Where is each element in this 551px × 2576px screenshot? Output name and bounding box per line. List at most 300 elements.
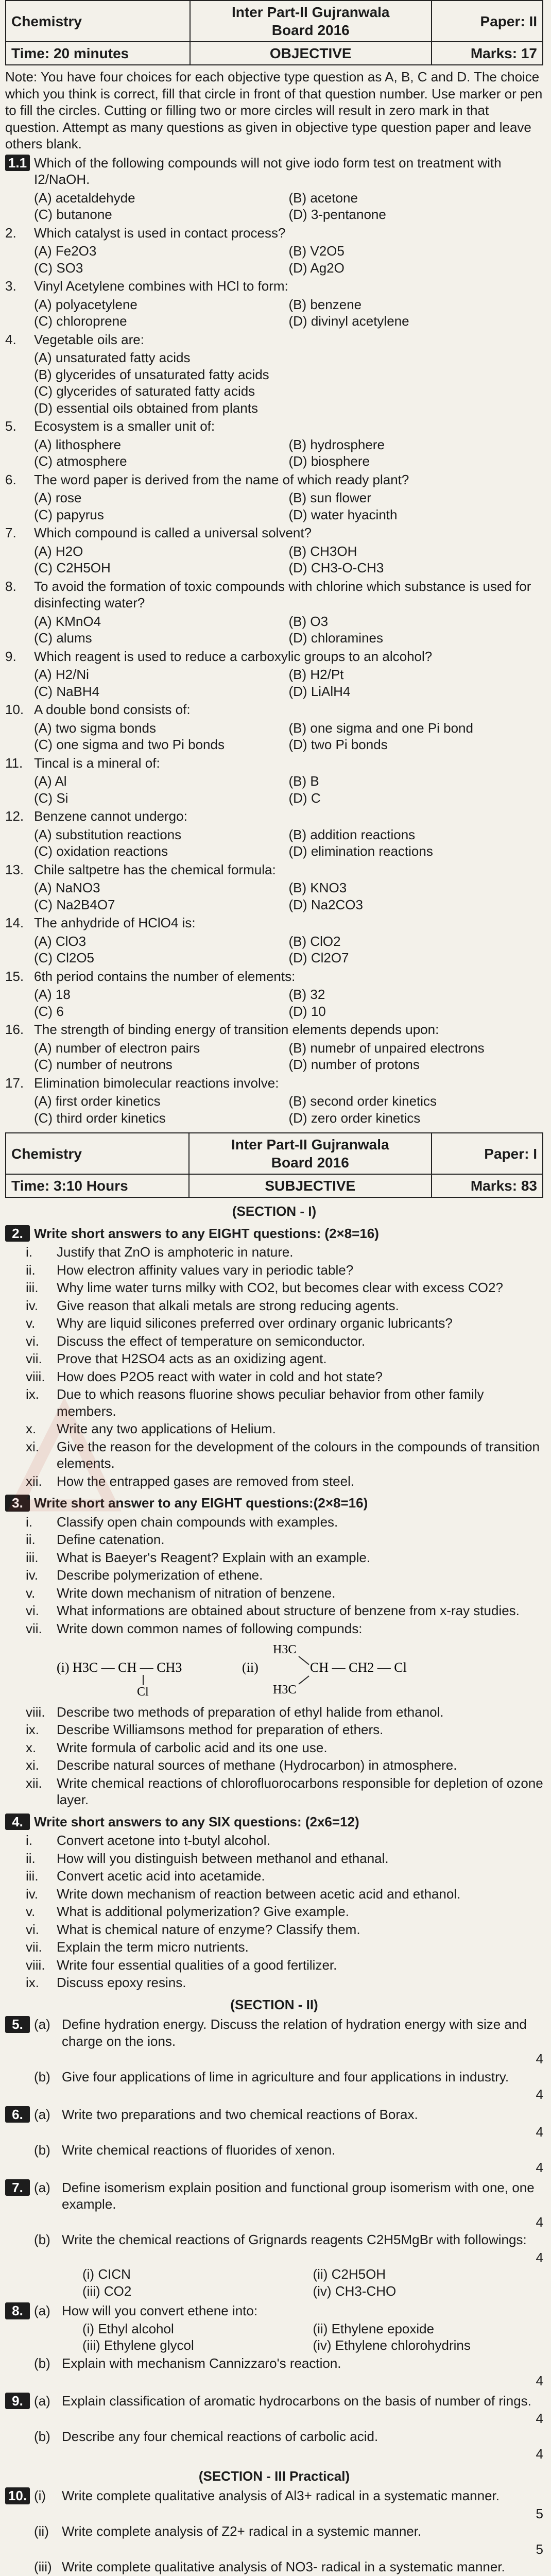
short-question-item (5, 1939, 543, 1956)
mcq-option: (D) CH3-O-CH3 (288, 560, 384, 575)
item-text: Write down common names of following compunds: (57, 1620, 363, 1636)
mcq-text: Elimination bimolecular reactions involve: (34, 1075, 279, 1091)
instructions-note: Note: You have four choices for each objective type question as A, B, C and D. The choice which you think is correct, fill that circle in front of that question number. Use marker or pen to fill the circles. Cutting or filling two or more circles will result in zero mark in that question. Attempt as many questions as given in objective type question paper and leave others blank. (5, 69, 543, 151)
mcq-options (34, 1040, 543, 1073)
mcq-option: (B) CH3OH (288, 543, 357, 559)
item-number: ix. (26, 1975, 39, 1990)
mcq-option: (C) butanone (34, 207, 112, 222)
marks-cell-2: Marks: 83 (432, 1174, 543, 1197)
mcq-option: (C) C2H5OH (34, 560, 111, 575)
item-text: Justify that ZnO is amphoteric in nature. (57, 1244, 294, 1260)
subject-cell-2: Chemistry (6, 1133, 189, 1174)
formula-b-bottom: H3C (273, 1683, 297, 1697)
mcq-option: (C) 6 (34, 1003, 64, 1019)
short-question-item (5, 1333, 543, 1350)
item-number: v. (26, 1315, 36, 1331)
short-question-item (5, 1350, 543, 1367)
mcq-option: (B) V2O5 (288, 243, 345, 259)
mcq-option: (A) H2O (34, 543, 83, 559)
short-question-item (5, 1974, 543, 1991)
mcq-option: (A) KMnO4 (34, 613, 101, 629)
mcq-option: (D) elimination reactions (288, 843, 433, 859)
objective-header (5, 0, 543, 65)
part-text: Define hydration energy. Discuss the relation of hydration energy with size and charge on the ions. (62, 2016, 527, 2049)
mcq-option: (D) Ag2O (288, 260, 345, 276)
item-number: ii. (26, 1262, 36, 1278)
short-question-item (5, 1567, 543, 1584)
question-number: 10. (5, 2487, 30, 2504)
item-number: xii. (26, 1473, 42, 1489)
mcq-option: (C) glycerides of saturated fatty acids (34, 383, 255, 399)
mcq-option: (A) two sigma bonds (34, 720, 156, 736)
question-number: 6. (5, 2106, 30, 2123)
mcq-options (34, 933, 543, 967)
item-text: Convert acetone into t-butyl alcohol. (57, 1833, 270, 1848)
short-question-item (5, 1850, 543, 1867)
mcq-list (5, 155, 543, 1127)
mcq-question (5, 914, 543, 931)
mcq-option: (C) chloroprene (34, 313, 127, 329)
mcq-number: 5. (5, 418, 16, 434)
part-text: How will you convert ethene into: (62, 2303, 258, 2318)
mcq-text: A double bond consists of: (34, 702, 191, 717)
item-number: viii. (26, 1704, 45, 1720)
mcq-text: Benzene cannot undergo: (34, 808, 187, 824)
question-title-text: Write short answers to any EIGHT questions: (2×8=16) (34, 1225, 379, 1241)
short-question-item (5, 1620, 543, 1637)
subjective-header (5, 1132, 543, 1198)
short-question-item (5, 1957, 543, 1974)
item-number: x. (26, 1421, 37, 1436)
mcq-option: (B) glycerides of unsaturated fatty acids (34, 366, 269, 382)
structural-formulas (57, 1640, 543, 1701)
item-number: ix. (26, 1722, 39, 1737)
mcq-option: (D) essential oils obtained from plants (34, 400, 258, 416)
mcq-option: (D) divinyl acetylene (288, 313, 409, 329)
item-number: xii. (26, 1775, 42, 1791)
part-letter: (a) (34, 2303, 50, 2318)
item-text: Give reason that alkali metals are strong reducing agents. (57, 1297, 399, 1313)
short-question-item (5, 1279, 543, 1296)
long-question (5, 2302, 543, 2389)
item-text: Give the reason for the development of the colours in the compounds of transition elements. (57, 1438, 540, 1471)
part-letter: (i) (34, 2488, 46, 2503)
item-number: iii. (26, 1868, 39, 1884)
item-text: What informations are obtained about structure of benzene from x-ray studies. (57, 1603, 520, 1618)
item-text: Write four essential qualities of a good fertilizer. (57, 1957, 337, 1973)
part-letter: (a) (34, 2016, 50, 2032)
item-text: Why are liquid silicones preferred over ordinary organic lubricants? (57, 1315, 453, 1331)
item-number: ii. (26, 1532, 36, 1547)
mcq-option: (C) number of neutrons (34, 1057, 173, 1072)
short-question-item (5, 1739, 543, 1756)
mcq-options (34, 879, 543, 913)
item-text: How will you distinguish between methanol and ethanal. (57, 1850, 389, 1866)
part-marks: 5 (536, 2541, 543, 2557)
item-text: What is Baeyer's Reagent? Explain with an example. (57, 1549, 371, 1565)
mcq-option: (D) two Pi bonds (288, 737, 388, 752)
item-number: i. (26, 1833, 32, 1848)
item-number: x. (26, 1739, 37, 1755)
short-question-item (5, 1868, 543, 1885)
mcq-number: 16. (5, 1022, 24, 1037)
item-text: Classify open chain compounds with examples. (57, 1514, 338, 1530)
mcq-text: 6th period contains the number of elements: (34, 968, 296, 984)
item-number: vi. (26, 1333, 39, 1349)
mcq-number: 6. (5, 471, 16, 487)
mcq-options (34, 986, 543, 1020)
question-title-text: Write short answers to any SIX questions: (2x6=12) (34, 1814, 359, 1829)
formula-b-top: H3C (273, 1643, 297, 1656)
item-text: Describe Williamsons method for preparation of ethers. (57, 1722, 384, 1737)
long-question-part (5, 2302, 543, 2319)
mcq-number: 8. (5, 578, 16, 594)
mcq-option: (A) rose (34, 490, 82, 505)
item-text: Due to which reasons fluorine shows peculiar behavior from other family members. (57, 1386, 484, 1419)
suboption: (iii) CO2 (82, 2283, 132, 2299)
part-text: Write the chemical reactions of Grignards reagents C2H5MgBr with followings: (62, 2232, 527, 2247)
part-letter: (ii) (34, 2523, 49, 2539)
mcq-option: (B) addition reactions (288, 826, 416, 842)
mcq-question (5, 155, 543, 188)
short-question-item (5, 1549, 543, 1566)
mcq-question (5, 648, 543, 665)
long-question-suboptions (82, 2266, 543, 2299)
item-number: iv. (26, 1886, 39, 1902)
mcq-options (34, 773, 543, 806)
mcq-text: To avoid the formation of toxic compounds with chlorine which substance is used for disinfecting water? (34, 578, 531, 611)
formula-b-label: (ii) (242, 1660, 259, 1675)
question-3-items-after (5, 1704, 543, 1808)
item-number: xi. (26, 1438, 39, 1454)
mcq-option: (C) NaBH4 (34, 683, 100, 699)
mcq-number: 15. (5, 968, 24, 984)
mcq-text: The anhydride of HClO4 is: (34, 915, 196, 930)
mcq-option: (A) Fe2O3 (34, 243, 97, 259)
long-question-part (5, 2142, 543, 2159)
mcq-options (34, 243, 543, 276)
mcq-option: (A) first order kinetics (34, 1093, 161, 1109)
short-question-item (5, 1585, 543, 1602)
item-text: Write down mechanism of reaction between acetic acid and ethanol. (57, 1886, 461, 1902)
short-question-item (5, 1244, 543, 1261)
mcq-text: The strength of binding energy of transition elements depends upon: (34, 1022, 439, 1037)
item-text: Prove that H2SO4 acts as an oxidizing agent. (57, 1351, 327, 1366)
item-text: What is chemical nature of enzyme? Classify them. (57, 1921, 360, 1937)
question-2-title (5, 1225, 543, 1242)
mcq-option: (C) atmosphere (34, 453, 127, 469)
board-line1: Inter Part-II Gujranwala (231, 4, 390, 20)
formula-a: (i) H3C — CH — CH3 (57, 1660, 182, 1675)
item-text: Write formula of carbolic acid and its one use. (57, 1739, 328, 1755)
item-number: xi. (26, 1757, 39, 1773)
formula-b-bond-top (299, 1656, 309, 1665)
item-text: Discuss the effect of temperature on semiconductor. (57, 1333, 366, 1349)
mcq-option: (D) C (288, 790, 321, 806)
item-text: Describe two methods of preparation of ethyl halide from ethanol. (57, 1704, 444, 1720)
long-question-part (5, 2016, 543, 2049)
part-letter: (b) (34, 2069, 50, 2084)
mcq-option: (D) chloramines (288, 630, 383, 646)
part-letter: (a) (34, 2179, 50, 2195)
mcq-question (5, 861, 543, 878)
part-marks: 4 (536, 2160, 543, 2175)
long-question-part (5, 2069, 543, 2086)
item-number: ix. (26, 1386, 39, 1402)
mcq-option: (D) number of protons (288, 1057, 420, 1072)
short-question-item (5, 1297, 543, 1314)
part-marks: 4 (536, 2124, 543, 2140)
item-number: vi. (26, 1603, 39, 1618)
section-3-title: (SECTION - III Practical) (198, 2468, 350, 2484)
mcq-option: (D) Na2CO3 (288, 896, 363, 912)
marks-cell: Marks: 17 (432, 42, 543, 65)
long-question-suboptions (82, 2320, 543, 2354)
mcq-text: Which reagent is used to reduce a carboxylic groups to an alcohol? (34, 648, 433, 664)
suboption: (i) CICN (82, 2266, 131, 2282)
mcq-option: (B) 32 (288, 987, 325, 1002)
mcq-option: (A) Al (34, 773, 67, 789)
mcq-text: Vegetable oils are: (34, 331, 144, 347)
mcq-option: (B) hydrosphere (288, 436, 385, 452)
long-question (5, 2179, 543, 2300)
watermark-logo (5, 1391, 124, 1525)
part-text: Write complete qualitative analysis of Al3+ radical in a systematic manner. (62, 2488, 500, 2503)
part-text: Define isomerism explain position and functional group isomerism with one, one example. (62, 2179, 535, 2212)
item-text: Convert acetic acid into acetamide. (57, 1868, 265, 1884)
mcq-option: (B) one sigma and one Pi bond (288, 720, 473, 736)
mcq-number: 9. (5, 648, 16, 664)
item-number: viii. (26, 1368, 45, 1384)
mcq-option: (B) numebr of unpaired electrons (288, 1040, 485, 1056)
section-1-title: (SECTION - I) (232, 1204, 317, 1219)
item-number: iv. (26, 1567, 39, 1583)
short-question-item (5, 1921, 543, 1938)
mcq-option: (D) Cl2O7 (288, 950, 349, 965)
part-letter: (a) (34, 2393, 50, 2409)
mcq-number: 7. (5, 525, 16, 540)
mcq-options (34, 1093, 543, 1126)
mcq-option: (B) sun flower (288, 490, 371, 505)
part-marks: 4 (536, 2051, 543, 2066)
mcq-option: (D) zero order kinetics (288, 1110, 421, 1126)
formula-b-main: CH — CH2 — Cl (310, 1660, 407, 1675)
part-letter: (b) (34, 2428, 50, 2444)
item-number: viii. (26, 1957, 45, 1973)
mcq-option: (B) KNO3 (288, 880, 347, 895)
mcq-options (34, 436, 543, 470)
part-letter: (iii) (34, 2559, 52, 2574)
item-text: Describe natural sources of methane (Hydrocarbon) in atmosphere. (57, 1757, 457, 1773)
question-number: 8. (5, 2302, 30, 2319)
long-question (5, 2393, 543, 2463)
mcq-number: 17. (5, 1075, 24, 1091)
board-line2: Board 2016 (271, 22, 350, 38)
mcq-option: (C) papyrus (34, 506, 104, 522)
short-question-item (5, 1368, 543, 1385)
item-text: Explain the term micro nutrients. (57, 1939, 249, 1955)
part-letter: (b) (34, 2232, 50, 2247)
formula-a-substituent: Cl (137, 1685, 149, 1697)
mcq-question (5, 1075, 543, 1092)
item-number: vii. (26, 1351, 42, 1366)
mcq-option: (C) one sigma and two Pi bonds (34, 737, 225, 752)
long-question-part (5, 2106, 543, 2123)
mcq-number: 3. (5, 278, 16, 294)
short-question-item (5, 1757, 543, 1774)
mcq-option: (B) O3 (288, 613, 329, 629)
long-question (5, 2106, 543, 2176)
short-question-item (5, 1602, 543, 1619)
mcq-options (34, 666, 543, 700)
question-10 (5, 2487, 543, 2576)
mcq-option: (A) ClO3 (34, 933, 87, 949)
mcq-option: (A) acetaldehyde (34, 190, 135, 206)
mcq-question (5, 1021, 543, 1038)
item-number: i. (26, 1514, 32, 1530)
part-marks: 4 (536, 2214, 543, 2230)
item-number: vii. (26, 1620, 42, 1636)
mcq-text: Chile saltpetre has the chemical formula: (34, 861, 276, 877)
paper-cell: Paper: II (432, 1, 543, 42)
suboption: (ii) C2H5OH (313, 2266, 386, 2282)
mcq-option: (C) oxidation reactions (34, 843, 168, 859)
mcq-question (5, 524, 543, 541)
mcq-options (34, 489, 543, 523)
mcq-text: Ecosystem is a smaller unit of: (34, 418, 215, 434)
long-question-part (5, 2393, 543, 2410)
part-text: Explain with mechanism Cannizzaro's reaction. (62, 2355, 341, 2371)
paper-cell-2: Paper: I (432, 1133, 543, 1174)
part-marks: 4 (536, 2249, 543, 2265)
long-question-part (5, 2428, 543, 2445)
part-letter: (b) (34, 2355, 50, 2371)
item-number: i. (26, 1244, 32, 1260)
long-question-part (5, 2487, 543, 2504)
item-number: vii. (26, 1939, 42, 1955)
mcq-option: (A) number of electron pairs (34, 1040, 200, 1056)
long-question-part (5, 2231, 543, 2248)
mcq-number: 10. (5, 702, 24, 717)
long-question-part (5, 2355, 543, 2372)
mcq-option: (A) 18 (34, 987, 71, 1002)
suboption: (iv) CH3-CHO (313, 2283, 397, 2299)
mcq-option: (A) substitution reactions (34, 826, 182, 842)
mcq-number: 11. (5, 755, 23, 771)
mcq-options (34, 190, 543, 223)
item-number: iii. (26, 1280, 39, 1295)
mcq-option: (A) polyacetylene (34, 296, 137, 312)
part-text: Give four applications of lime in agriculture and four applications in industry. (62, 2069, 509, 2084)
suboption: (iv) Ethylene chlorohydrins (313, 2337, 471, 2353)
question-4-items (5, 1832, 543, 1991)
item-text: Describe polymerization of ethene. (57, 1567, 263, 1583)
mcq-text: Tincal is a mineral of: (34, 755, 160, 771)
mcq-option: (A) unsaturated fatty acids (34, 350, 191, 365)
question-number: 9. (5, 2393, 30, 2410)
mcq-option: (D) LiAlH4 (288, 683, 351, 699)
mcq-number: 14. (5, 915, 24, 930)
mcq-option: (C) alums (34, 630, 92, 646)
time-cell: Time: 20 minutes (6, 42, 190, 65)
part-text: Describe any four chemical reactions of carbolic acid. (62, 2428, 378, 2444)
mcq-question (5, 701, 543, 718)
item-text: Discuss epoxy resins. (57, 1975, 186, 1990)
mcq-text: Which of the following compounds will not give iodo form test on treatment with I2/NaOH. (34, 155, 502, 187)
mcq-number: 13. (5, 861, 24, 877)
mcq-option: (C) third order kinetics (34, 1110, 166, 1126)
mcq-question (5, 968, 543, 985)
item-number: v. (26, 1904, 36, 1919)
suboption: (i) Ethyl alcohol (82, 2320, 174, 2336)
long-question (5, 2016, 543, 2103)
question-number: 2. (5, 1225, 30, 1242)
mcq-option: (D) 10 (288, 1003, 326, 1019)
section-2-title: (SECTION - II) (230, 1996, 318, 2012)
item-number: vi. (26, 1921, 39, 1937)
long-question-part (5, 2523, 543, 2540)
mcq-question (5, 278, 543, 295)
part-text: Write chemical reactions of fluorides of xenon. (62, 2142, 336, 2158)
mcq-question (5, 331, 543, 348)
board-line1-2: Inter Part-II Gujranwala (231, 1137, 389, 1153)
question-title-text: Write short answer to any EIGHT questions:(2×8=16) (34, 1495, 368, 1511)
short-question-item (5, 1531, 543, 1548)
mcq-options (34, 543, 543, 577)
mcq-option: (C) Na2B4O7 (34, 896, 115, 912)
mcq-option: (A) lithosphere (34, 436, 122, 452)
type-cell: OBJECTIVE (190, 42, 432, 65)
short-question-item (5, 1903, 543, 1920)
mcq-question (5, 578, 543, 612)
short-question-item (5, 1886, 543, 1903)
part-text: Write complete qualitative analysis of NO3- radical in a systematic manner. (62, 2559, 505, 2574)
item-text: Why lime water turns milky with CO2, but becomes clear with excess CO2? (57, 1280, 503, 1295)
suboption: (iii) Ethylene glycol (82, 2337, 194, 2353)
item-number: v. (26, 1585, 36, 1601)
board-line2-2: Board 2016 (271, 1155, 349, 1171)
short-question-item (5, 1775, 543, 1808)
mcq-option: (C) Cl2O5 (34, 950, 95, 965)
subject-cell: Chemistry (6, 1, 190, 42)
item-number: iii. (26, 1549, 39, 1565)
type-cell-2: SUBJECTIVE (189, 1174, 431, 1197)
time-cell-2: Time: 3:10 Hours (6, 1174, 189, 1197)
mcq-options (34, 826, 543, 860)
mcq-option: (A) NaNO3 (34, 880, 100, 895)
short-question-item (5, 1704, 543, 1721)
mcq-options (34, 720, 543, 753)
long-question-part (5, 2558, 543, 2575)
mcq-number: 2. (5, 225, 16, 241)
mcq-option: (B) ClO2 (288, 933, 341, 949)
short-question-item (5, 1832, 543, 1849)
item-text: What is additional polymerization? Give example. (57, 1904, 349, 1919)
mcq-option: (D) biosphere (288, 453, 370, 469)
part-marks: 5 (536, 2505, 543, 2521)
mcq-text: Which compound is called a universal solvent? (34, 525, 312, 540)
mcq-text: Vinyl Acetylene combines with HCl to form: (34, 278, 288, 294)
mcq-option: (D) 3-pentanone (288, 207, 386, 222)
mcq-question (5, 471, 543, 488)
item-text: How electron affinity values vary in periodic table? (57, 1262, 354, 1278)
mcq-option: (D) water hyacinth (288, 506, 398, 522)
short-question-item (5, 1262, 543, 1279)
mcq-option: (C) SO3 (34, 260, 83, 276)
mcq-question (5, 808, 543, 825)
mcq-number: 12. (5, 808, 24, 824)
mcq-option: (B) H2/Pt (288, 667, 344, 682)
